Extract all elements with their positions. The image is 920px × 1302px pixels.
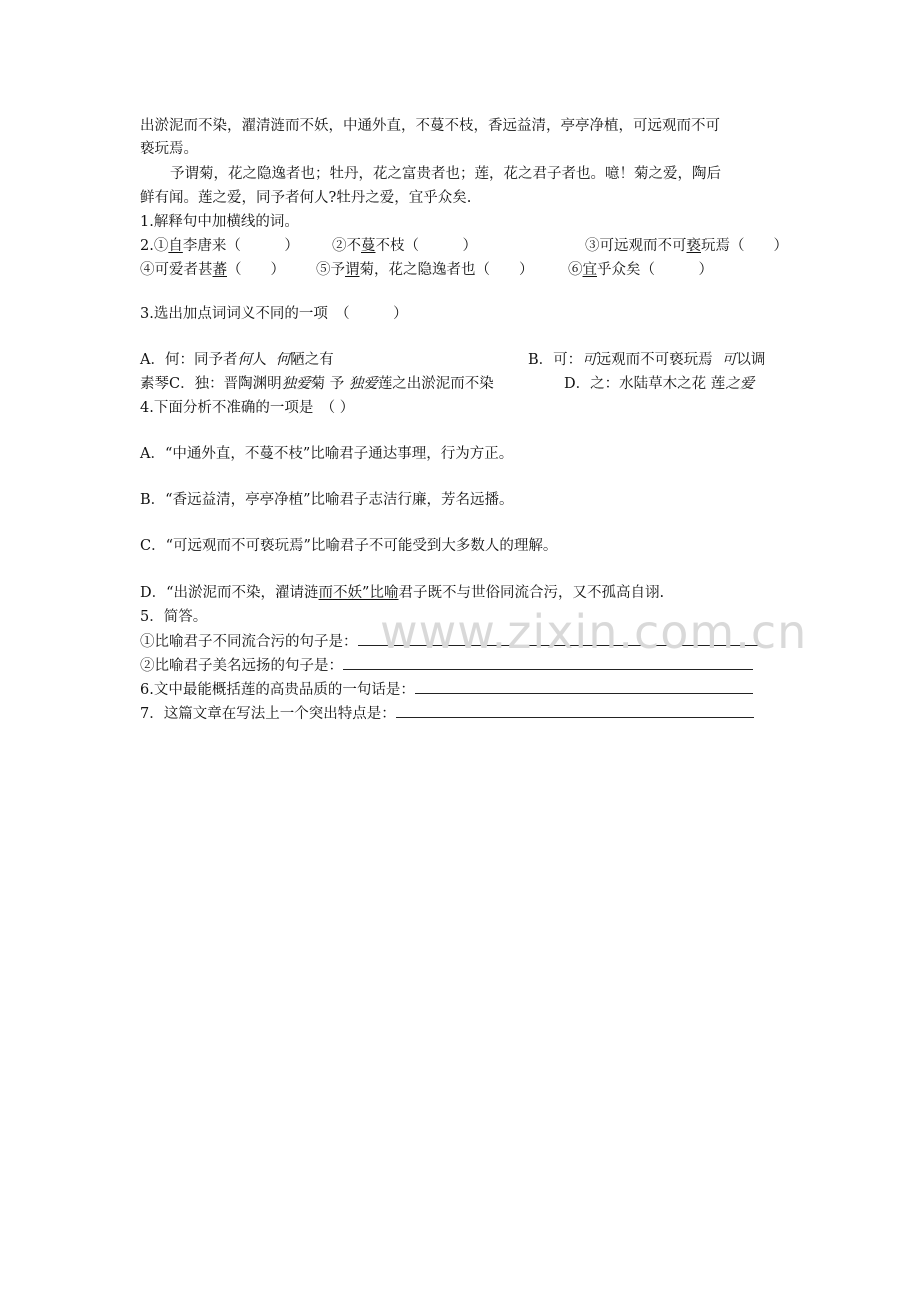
q4-option-b: B．“香远益清，亭亭净植”比喻君子志洁行廉，芳名远播。 [140, 492, 514, 508]
q2-item-b [332, 236, 477, 256]
q2-b-underlined: 蔓 [361, 238, 376, 254]
q3-option-c [140, 376, 494, 392]
q2-item-c [585, 236, 788, 256]
question-7 [140, 703, 754, 724]
q2-b-post: 不枝（ ） [375, 238, 477, 254]
watermark: www.zixin.com.cn [380, 605, 808, 659]
q2-a-post: 李唐来（ ） [182, 238, 299, 254]
question-5: 5．简答。 [140, 609, 208, 625]
q2-item-d [140, 262, 285, 278]
passage-line-4: 鲜有闻。莲之爱，同予者何人?牡丹之爱，宜乎众矣. [140, 190, 472, 206]
q3-c-dotted-2: 独爱 [348, 376, 378, 392]
q4-option-c: C．“可远观而不可亵玩焉”比喻君子不可能受到大多数人的理解。 [140, 538, 558, 554]
q2-item-f [568, 260, 713, 280]
q3-b-post: 以调 [736, 352, 766, 368]
q2-a-underlined: 自 [168, 238, 183, 254]
q3-d-dotted: 之爱 [725, 376, 755, 392]
q2-d-post: （ ） [227, 262, 285, 278]
q3-c-pre: 素琴C．独：晋陶渊明 [140, 376, 282, 392]
q3-c-mid: 菊 予 [310, 376, 345, 392]
q5-b-label: ②比喻君子美名远扬的句子是： [140, 658, 343, 674]
q3-b-label: B．可： [528, 352, 583, 368]
q3-b-mid: 远观而不可亵玩焉 [596, 352, 713, 368]
q3-a-label: A．何：同予者 [140, 352, 238, 368]
q3-b-dotted-1: 可 [582, 352, 597, 368]
q4-option-d [140, 583, 664, 603]
q3-c-post: 莲之出淤泥而不染 [377, 376, 494, 392]
question-3: 3.选出加点词词义不同的一项 （ ） [140, 306, 408, 322]
question-3-row-1 [140, 350, 800, 370]
q2-a-pre: ① [153, 238, 169, 254]
q4-d-pre: D．“出淤泥而不染，濯请涟 [140, 585, 319, 601]
q3-a-mid: 人 [251, 352, 267, 368]
q2-c-underlined: 亵 [686, 238, 701, 254]
q3-option-b [528, 350, 765, 370]
q3-c-dotted-1: 独爱 [281, 376, 311, 392]
question-3-row-2 [140, 374, 800, 394]
question-2-row-2 [140, 260, 780, 280]
q3-a-post: 陋之有 [290, 352, 334, 368]
passage-line-3: 予谓菊，花之隐逸者也；牡丹，花之富贵者也；莲，花之君子者也。噫！菊之爱，陶后 [170, 166, 721, 182]
q3-option-d [564, 374, 754, 394]
q7-label: 7．这篇文章在写法上一个突出特点是： [140, 706, 396, 722]
q2-b-pre: ②不 [332, 238, 361, 254]
q2-e-underlined: 谓 [345, 262, 360, 278]
question-2-number: 2. [140, 238, 154, 254]
q2-e-post: 菊，花之隐逸者也（ ） [359, 262, 534, 278]
q2-d-underlined: 蕃 [212, 262, 227, 278]
q3-b-dotted-2: 可 [721, 352, 737, 368]
q3-d-text: D．之：水陆草木之花 莲 [564, 376, 726, 392]
q2-e-pre: ⑤予 [316, 262, 345, 278]
q2-item-a [154, 238, 299, 254]
q2-f-pre: ⑥ [568, 262, 583, 278]
passage-line-1: 出淤泥而不染，濯清涟而不妖，中通外直，不蔓不枝，香远益清，亭亭净植，可远观而不可 [140, 118, 720, 134]
question-1: 1.解释句中加横线的词。 [140, 214, 299, 230]
q6-answer-blank[interactable] [415, 679, 753, 694]
q5-a-label: ①比喻君子不同流合污的句子是： [140, 634, 358, 650]
question-2-row-1 [140, 236, 820, 256]
q4-option-a: A．“中通外直，不蔓不枝”比喻君子通达事理，行为方正。 [140, 446, 514, 462]
q4-d-post: 君子既不与世俗同流合污，又不孤高自诩. [398, 585, 665, 601]
q2-c-post: 玩焉（ ） [701, 238, 788, 254]
passage-line-2: 亵玩焉。 [140, 141, 198, 157]
q3-a-dotted-1: 何 [237, 352, 252, 368]
q7-answer-blank[interactable] [396, 703, 754, 718]
q6-label: 6.文中最能概括莲的高贵品质的一句话是： [140, 682, 415, 698]
q2-item-e [316, 260, 534, 280]
q2-d-pre: ④可爱者甚 [140, 262, 213, 278]
q2-f-underlined: 宜 [582, 262, 597, 278]
question-4: 4.下面分析不准确的一项是 （ ） [140, 400, 355, 416]
question-6 [140, 679, 753, 700]
q2-c-pre: ③可远观而不可 [585, 238, 687, 254]
q4-d-underlined: 而不妖”比喻 [318, 585, 399, 601]
q3-a-dotted-2: 何 [275, 352, 291, 368]
q3-option-a [140, 352, 334, 368]
q2-f-post: 乎众矣（ ） [597, 262, 713, 278]
